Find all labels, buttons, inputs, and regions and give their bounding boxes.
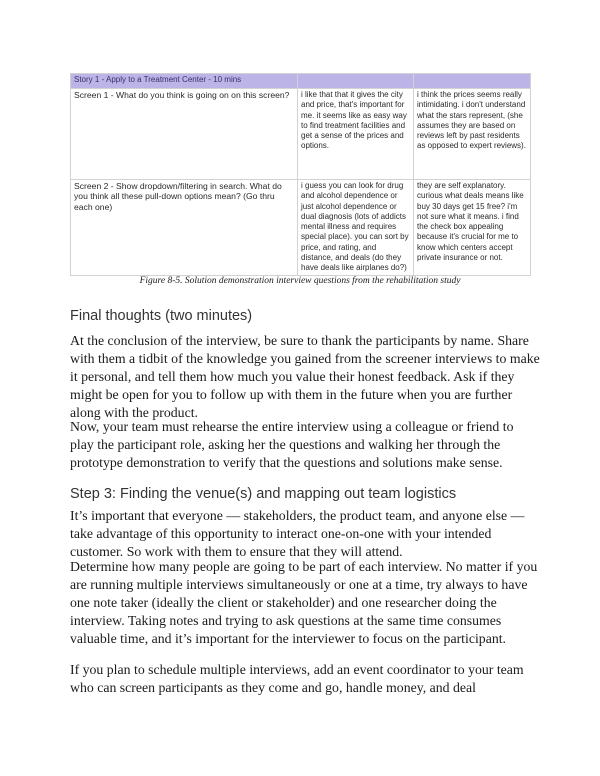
answer-cell: they are self explanatory. curious what deals means like buy 30 days get 15 free? i'm not sure what it means. i find the check box appealing because it's crucial for me to know which centers accept private insurance or not. (414, 180, 531, 276)
body-paragraph: It’s important that everyone — stakeholders, the product team, and anyone else — take advantage of this opportunity to interact one-on-one with your intended customer. So work with them to ensure that they will attend. (70, 508, 525, 559)
answer-cell: i guess you can look for drug and alcohol dependence or just alcohol dependence or dual diagnosis (lots of addicts mental illness and requires special place). you can sort by price, and rating, and distance, and deals (do they have deals like airplanes do?) (298, 180, 414, 276)
section-heading-step-3: Step 3: Finding the venue(s) and mapping out team logistics (70, 486, 457, 502)
question-cell: Screen 1 - What do you think is going on on this screen? (71, 89, 298, 180)
question-cell: Screen 2 - Show dropdown/filtering in search. What do you think all these pull-down options mean? (Go thru each one) (71, 180, 298, 276)
header-empty-cell (414, 74, 531, 89)
body-paragraph: At the conclusion of the interview, be sure to thank the participants by name. Share with them a tidbit of the knowledge you gained from the screener interviews to make it personal, and tell them how much you value their honest feedback. Ask if they might be open for you to follow up with them in the future when you are further along with the product. (70, 333, 540, 420)
answer-cell: i think the prices seems really intimidating. i don't understand what the stars represent, (she assumes they are based on reviews left by past residents as opposed to expert reviews). (414, 89, 531, 180)
story-header: Story 1 - Apply to a Treatment Center - 10 mins (71, 74, 298, 89)
figure-table (70, 73, 531, 276)
body-paragraph: If you plan to schedule multiple interviews, add an event coordinator to your team who can screen participants as they come and go, handle money, and deal (70, 662, 524, 695)
section-heading-final-thoughts: Final thoughts (two minutes) (70, 308, 253, 324)
header-empty-cell (298, 74, 414, 89)
body-paragraph: Now, your team must rehearse the entire interview using a colleague or friend to play the participant role, asking her the questions and walking her through the prototype demonstration to verify that the questions and solutions make sense. (70, 419, 514, 470)
answer-cell: i like that that it gives the city and price, that's important for me. it seems like as easy way to find treatment facilities and get a sense of the prices and options. (298, 89, 414, 180)
body-paragraph: Determine how many people are going to be part of each interview. No matter if you are running multiple interviews simultaneously or one at a time, try always to have one note taker (ideally the client or stakeholder) and one researcher doing the interview. Taking notes and trying to ask questions at the same time consumes valuable time, and it’s important for the interviewer to focus on the participant. (70, 559, 538, 646)
table-header-row (71, 74, 531, 89)
figure-caption: Figure 8-5. Solution demonstration interview questions from the rehabilitation study (139, 276, 461, 286)
table-row (71, 180, 531, 276)
table-row (71, 89, 531, 180)
